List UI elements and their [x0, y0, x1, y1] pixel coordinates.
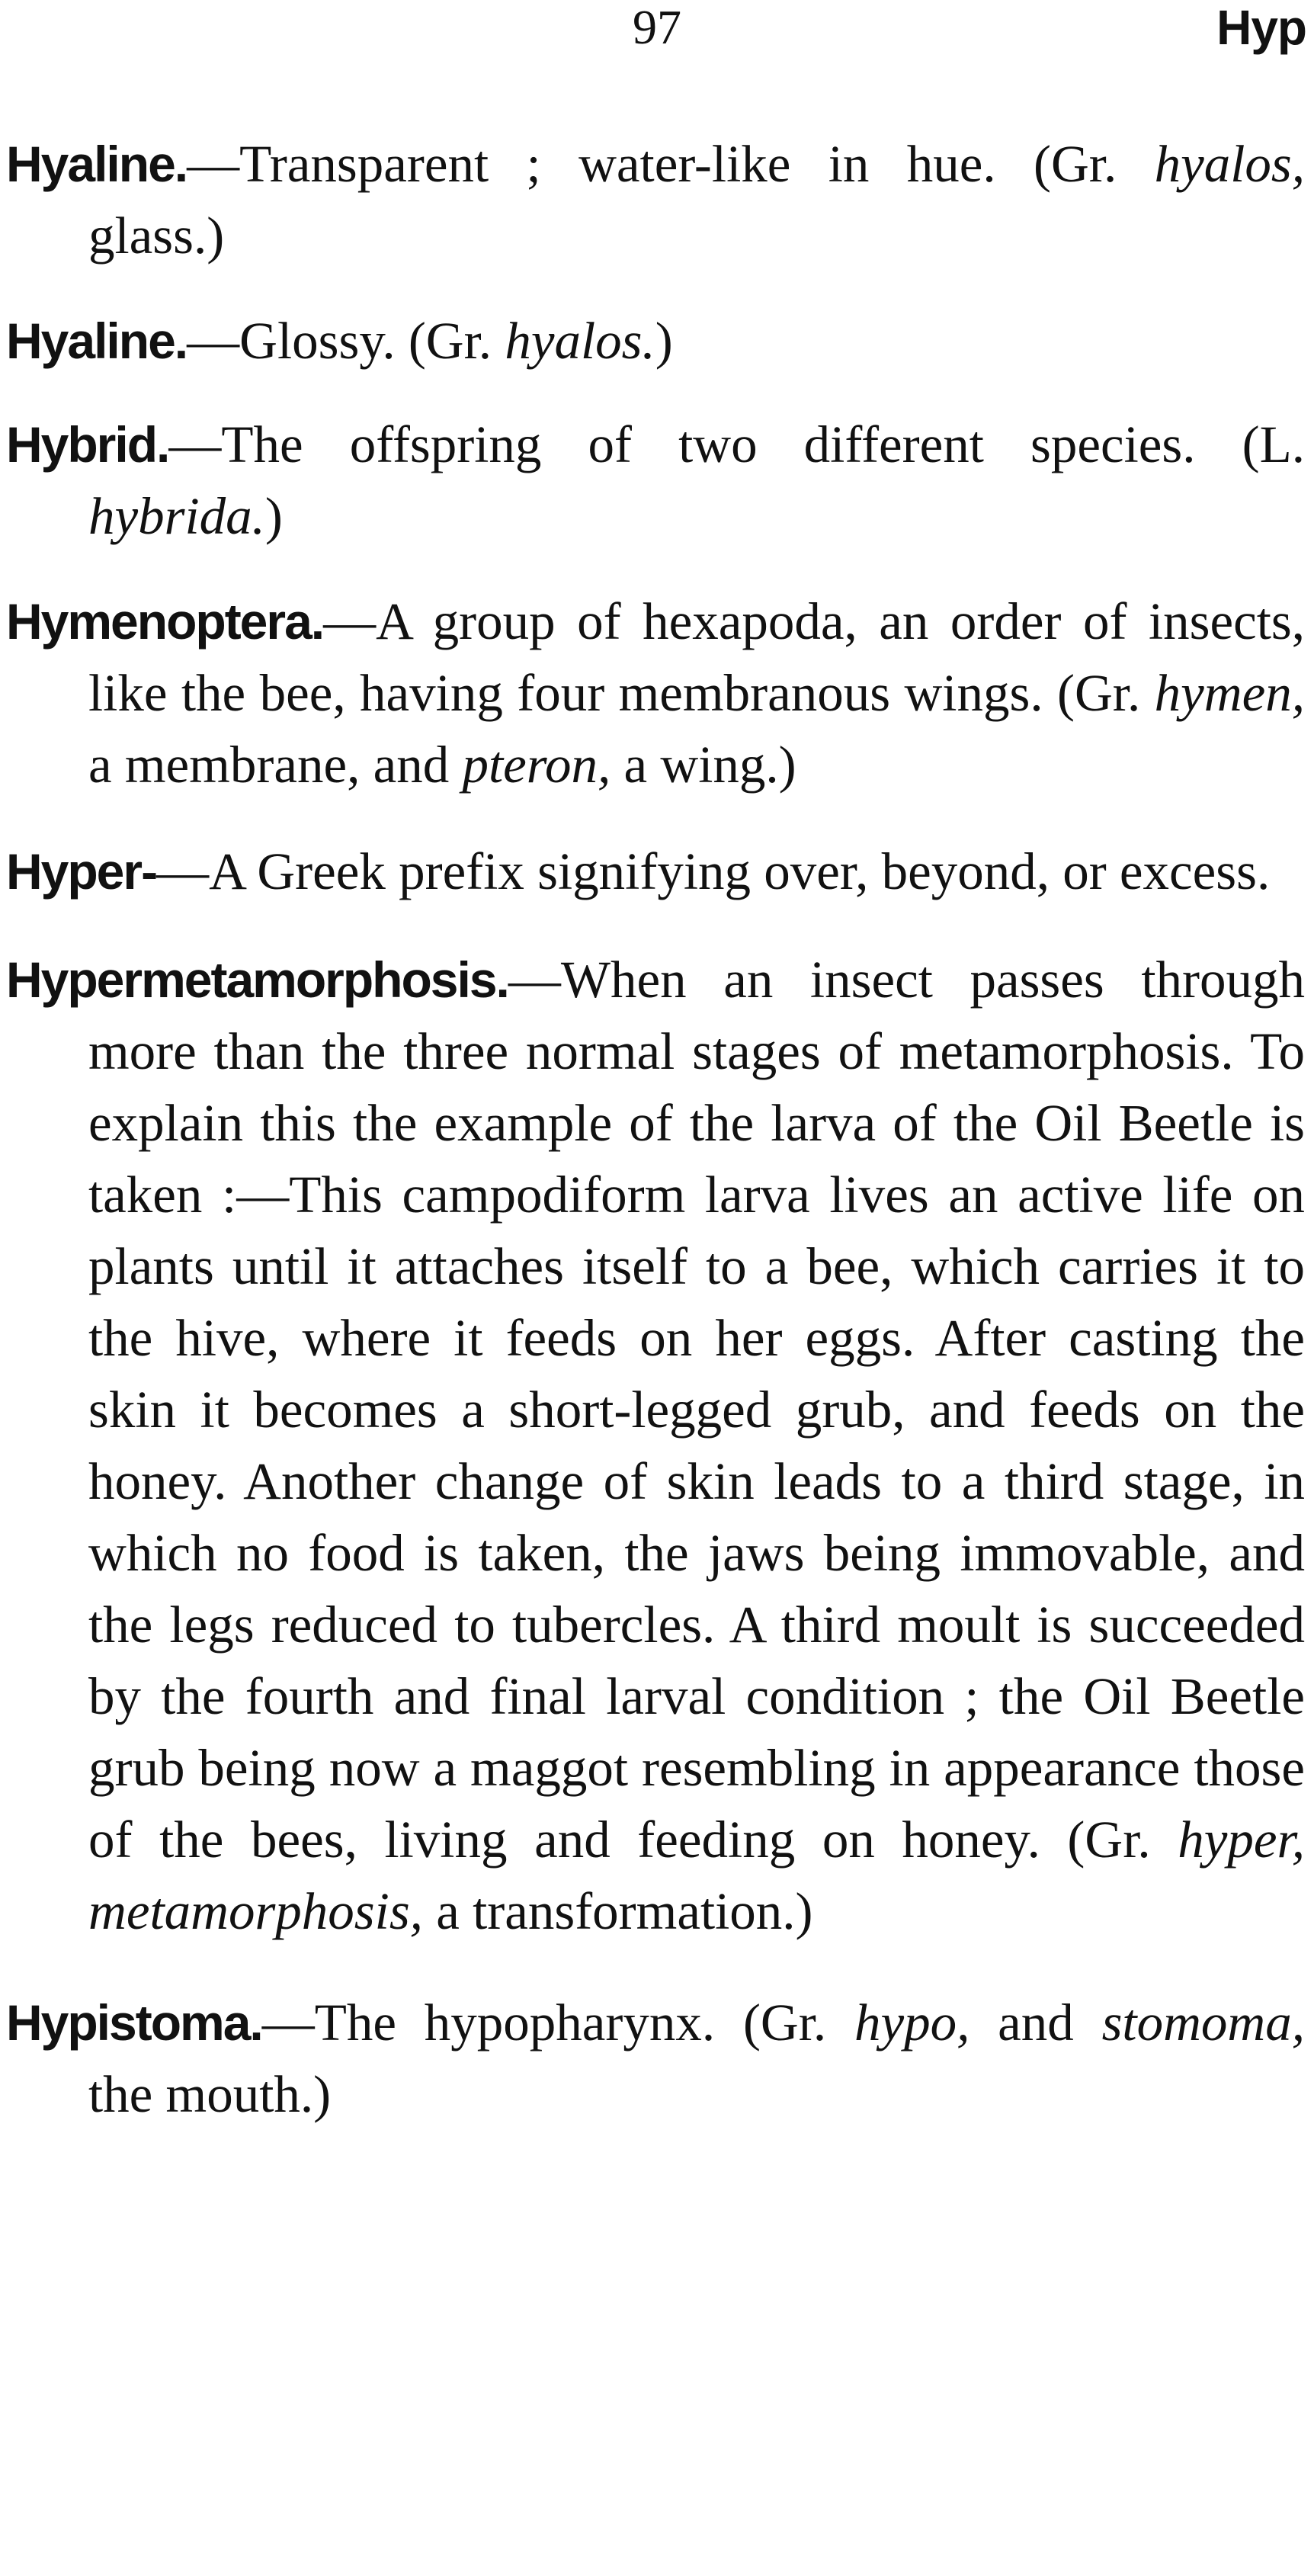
entry-hymenoptera — [6, 585, 1305, 800]
definition-text: a membrane, and — [88, 736, 463, 794]
headword: Hybrid. — [6, 416, 169, 473]
entry-hypistoma — [6, 1987, 1305, 2130]
etymology-word: stomoma, — [1101, 1994, 1305, 2051]
definition-text: Glossy. (Gr. — [239, 312, 505, 370]
definition-text: A Greek prefix signifying over, beyond, or excess. — [209, 842, 1271, 900]
definition-text: and — [969, 1994, 1102, 2051]
entry-dash: — — [323, 592, 377, 650]
definition-text: When an insect passes through more than the three normal stages of metamorphosis. To explain this the example of the larva of the Oil Beetle is taken :—This campodiform larva lives an active life on plants until it attaches itself to a bee, which carries it to the hive, where it feeds on her eggs. After casting the skin it becomes a short-legged grub, and feeds on the honey. Another change of skin leads to a third stage, in which no food is taken, the jaws being immovable, and the legs reduced to tubercles. A third moult is succeeded by the fourth and final larval condition ; the Oil Beetle grub being now a maggot resembling in appearance those of the bees, living and feeding on honey. (Gr. — [88, 951, 1305, 1869]
entry-hypermetamorphosis — [6, 944, 1305, 1947]
entry-hyper — [6, 836, 1305, 907]
headword: Hypermetamorphosis. — [6, 951, 508, 1008]
definition-text: Transparent ; water-like in hue. (Gr. — [239, 135, 1155, 193]
definition-text: ) — [655, 312, 673, 370]
page-number: 97 — [633, 0, 681, 54]
entry-dash: — — [156, 842, 210, 900]
definition-text: the mouth.) — [88, 2065, 332, 2123]
entry-hyaline-transparent — [6, 128, 1305, 271]
entry-list — [6, 128, 1305, 2130]
etymology-word: pteron, — [462, 736, 611, 794]
running-head — [0, 0, 1314, 69]
entry-dash: — — [508, 951, 561, 1009]
headword: Hypistoma. — [6, 1994, 262, 2051]
entry-hyaline-glossy — [6, 305, 1305, 377]
definition-text: The offspring of two different species. (L. — [221, 415, 1305, 473]
entry-dash: — — [187, 135, 240, 193]
headword: Hyaline. — [6, 313, 187, 369]
headword: Hyper- — [6, 843, 157, 900]
definition-text: The hypopharynx. (Gr. — [314, 1994, 854, 2051]
definition-text: A group of hexapoda, an order of insects, like the bee, having four membranous wings. (Gr. — [88, 592, 1305, 722]
definition-text: glass.) — [88, 207, 225, 265]
section-head: Hyp — [1216, 0, 1306, 55]
etymology-word: hyper, metamorphosis, — [88, 1811, 1305, 1940]
entry-hybrid — [6, 409, 1305, 552]
etymology-word: hypo, — [854, 1994, 970, 2051]
entry-dash: — — [168, 415, 222, 473]
entry-dash: — — [261, 1994, 315, 2051]
etymology-word: hybrida. — [88, 487, 265, 545]
headword: Hymenoptera. — [6, 593, 324, 650]
definition-text: a wing.) — [611, 736, 796, 794]
headword: Hyaline. — [6, 136, 187, 192]
etymology-word: hyalos. — [505, 312, 655, 370]
etymology-word: hyalos, — [1154, 135, 1305, 193]
entry-dash: — — [187, 312, 240, 370]
definition-text: a transformation.) — [422, 1882, 813, 1940]
etymology-word: hymen, — [1154, 664, 1305, 722]
definition-text: ) — [264, 487, 283, 545]
